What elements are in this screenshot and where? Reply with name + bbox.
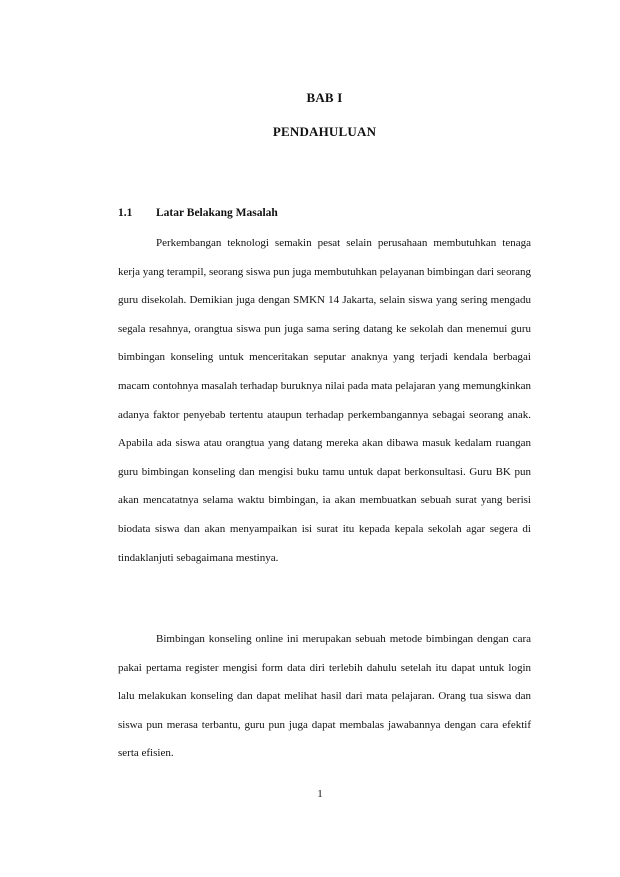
paragraph <box>118 229 531 572</box>
paragraph-text: Perkembangan teknologi semakin pesat selain perusahaan membutuhkan tenaga kerja yang terampil, seorang siswa pun juga membutuhkan pelayanan bimbingan dari seorang guru disekolah. Demikian juga dengan SMKN 14 Jakarta, selain siswa yang sering mengadu segala resahnya, orangtua siswa pun juga sama sering datang ke sekolah dan menemui guru bimbingan konseling untuk menceritakan seputar anaknya yang terjadi kendala berbagai macam contohnya masalah terhadap buruknya nilai pada mata pelajaran yang memungkinkan adanya faktor penyebab tertentu ataupun terhadap perkembangannya sebagai seorang anak. Apabila ada siswa atau orangtua yang datang mereka akan dibawa masuk kedalam ruangan guru bimbingan konseling dan mengisi buku tamu untuk dapat berkonsultasi. Guru BK pun akan mencatatnya selama waktu bimbingan, ia akan membuatkan sebuah surat yang berisi biodata siswa dan akan menyampaikan isi surat itu kepada kepala sekolah agar segera di tindaklanjuti sebagaimana mestinya. <box>118 237 531 564</box>
paragraph-text: Bimbingan konseling online ini merupakan sebuah metode bimbingan dengan cara pakai pertama register mengisi form data diri terlebih dahulu setelah itu dapat untuk login lalu melakukan konseling dan dapat melihat hasil dari mata pelajaran. Orang tua siswa dan siswa pun merasa terbantu, guru pun juga dapat membalas jawabannya dengan cara efektif serta efisien. <box>118 633 531 760</box>
chapter-title: BAB I <box>306 90 343 105</box>
section-number: 1.1 <box>118 207 133 219</box>
chapter-subtitle: PENDAHULUAN <box>272 124 377 139</box>
page-number: 1 <box>317 788 323 800</box>
section-title: Latar Belakang Masalah <box>156 207 278 219</box>
section-heading <box>118 207 278 219</box>
paragraph <box>118 625 531 768</box>
